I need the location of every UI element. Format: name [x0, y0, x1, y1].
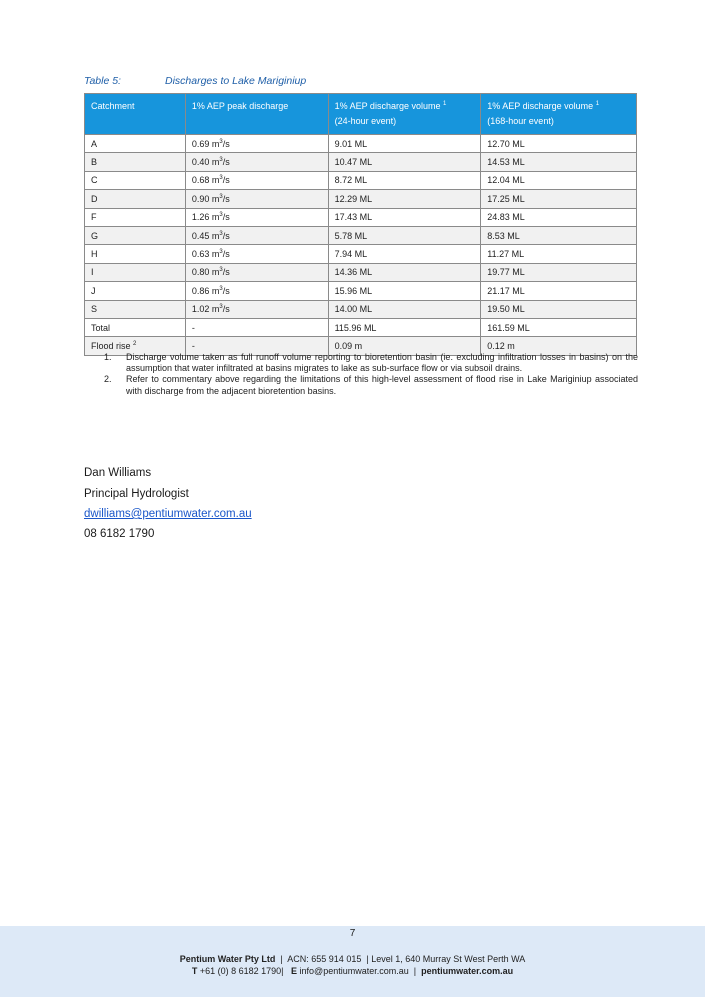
footer-line-contact: T +61 (0) 8 6182 1790| E info@pentiumwater.com.au | pentiumwater.com.au [191, 966, 514, 976]
cell-volume-168h: 17.25 ML [481, 190, 637, 208]
cell-peak: 0.45 $m^3/s$ [185, 226, 328, 244]
table-row-total [85, 318, 637, 336]
cell-volume-168h: 12.04 ML [481, 171, 637, 189]
signature-role: Principal Hydrologist [84, 488, 189, 500]
cell-peak: 1.26 $m^3/s$ [185, 208, 328, 226]
cell-catchment: D [85, 190, 186, 208]
footer-website[interactable]: pentiumwater.com.au [421, 966, 514, 976]
cell-catchment: Flood rise $^2$ [85, 337, 186, 355]
header-volume-24h: 1% AEP discharge volume $^1$ (24-hour event) [328, 94, 481, 135]
table-row [85, 226, 637, 244]
cell-volume-168h: 19.50 ML [481, 300, 637, 318]
cell-volume-24h: 17.43 ML [328, 208, 481, 226]
table-row [85, 171, 637, 189]
cell-peak: 0.40 $m^3/s$ [185, 153, 328, 171]
cell-volume-168h: 14.53 ML [481, 153, 637, 171]
cell-catchment: C [85, 171, 186, 189]
cell-volume-24h: 5.78 ML [328, 226, 481, 244]
cell-peak: 0.69 $m^3/s$ [185, 135, 328, 153]
cell-volume-168h: 161.59 ML [481, 318, 637, 336]
table-caption-title: Discharges to Lake Mariginiup [165, 75, 307, 87]
header-volume-168h: 1% AEP discharge volume $^1$ (168-hour event) [481, 94, 637, 135]
signature-phone: 08 6182 1790 [84, 528, 155, 540]
cell-peak: 0.68 $m^3/s$ [185, 171, 328, 189]
cell-volume-24h: 10.47 ML [328, 153, 481, 171]
cell-volume-168h: 24.83 ML [481, 208, 637, 226]
footer-email: info@pentiumwater.com.au [299, 966, 409, 976]
cell-catchment: Total [85, 318, 186, 336]
table-row [85, 208, 637, 226]
cell-volume-24h: 9.01 ML [328, 135, 481, 153]
cell-volume-168h: 0.12 m [481, 337, 637, 355]
cell-volume-24h: 15.96 ML [328, 282, 481, 300]
footer-company: Pentium Water Pty Ltd [179, 954, 276, 964]
table-row [85, 245, 637, 263]
table-row [85, 263, 637, 281]
table-note: 2. Refer to commentary above regarding the limitations of this high-level assessment of flood rise in Lake Mariginiup associated with discharge from the adjacent bioretention basins. [104, 374, 638, 396]
table-row [85, 190, 637, 208]
cell-catchment: F [85, 208, 186, 226]
table-row [85, 135, 637, 153]
cell-peak: 0.80 $m^3/s$ [185, 263, 328, 281]
cell-catchment: G [85, 226, 186, 244]
cell-peak: 0.90 $m^3/s$ [185, 190, 328, 208]
discharge-table [84, 93, 637, 356]
table-header-row [85, 94, 637, 135]
footer-phone: +61 (0) 8 6182 1790| [199, 966, 284, 976]
cell-catchment: A [85, 135, 186, 153]
cell-volume-24h: 12.29 ML [328, 190, 481, 208]
cell-catchment: B [85, 153, 186, 171]
table-note: 1. Discharge volume taken as full runoff volume reporting to bioretention basin (ie. excluding infiltration losses in basins) on the assumption that water infiltrated at basins migrates to lake as sub-surface flow or via subsoil drains. [104, 352, 638, 374]
cell-volume-24h: 14.36 ML [328, 263, 481, 281]
cell-volume-168h: 12.70 ML [481, 135, 637, 153]
cell-catchment: J [85, 282, 186, 300]
cell-volume-168h: 11.27 ML [481, 245, 637, 263]
table-caption [84, 75, 306, 87]
table-row [85, 300, 637, 318]
cell-peak: 1.02 $m^3/s$ [185, 300, 328, 318]
cell-volume-168h: 19.77 ML [481, 263, 637, 281]
cell-peak: - [185, 318, 328, 336]
cell-peak: 0.86 $m^3/s$ [185, 282, 328, 300]
footer-acn: ACN: 655 914 015 [287, 954, 362, 964]
cell-peak: - [185, 337, 328, 355]
footer-line-company: Pentium Water Pty Ltd | ACN: 655 914 015 | Level 1, 640 Murray St West Perth WA [179, 954, 526, 964]
header-peak-discharge: 1% AEP peak discharge [185, 94, 328, 135]
cell-volume-168h: 8.53 ML [481, 226, 637, 244]
cell-volume-24h: 8.72 ML [328, 171, 481, 189]
signature-email-link[interactable]: dwilliams@pentiumwater.com.au [84, 508, 252, 520]
cell-volume-168h: 21.17 ML [481, 282, 637, 300]
footer-address: Level 1, 640 Murray St West Perth WA [371, 954, 526, 964]
cell-volume-24h: 14.00 ML [328, 300, 481, 318]
header-catchment: Catchment [85, 94, 186, 135]
table-notes [104, 352, 638, 397]
cell-peak: 0.63 $m^3/s$ [185, 245, 328, 263]
cell-catchment: S [85, 300, 186, 318]
table-caption-number: Table 5: [84, 75, 121, 87]
signature-name: Dan Williams [84, 467, 152, 479]
table-row [85, 153, 637, 171]
cell-volume-24h: 115.96 ML [328, 318, 481, 336]
page-number: 7 [349, 928, 356, 939]
cell-volume-24h: 7.94 ML [328, 245, 481, 263]
cell-catchment: I [85, 263, 186, 281]
table-row [85, 282, 637, 300]
cell-catchment: H [85, 245, 186, 263]
cell-volume-24h: 0.09 m [328, 337, 481, 355]
